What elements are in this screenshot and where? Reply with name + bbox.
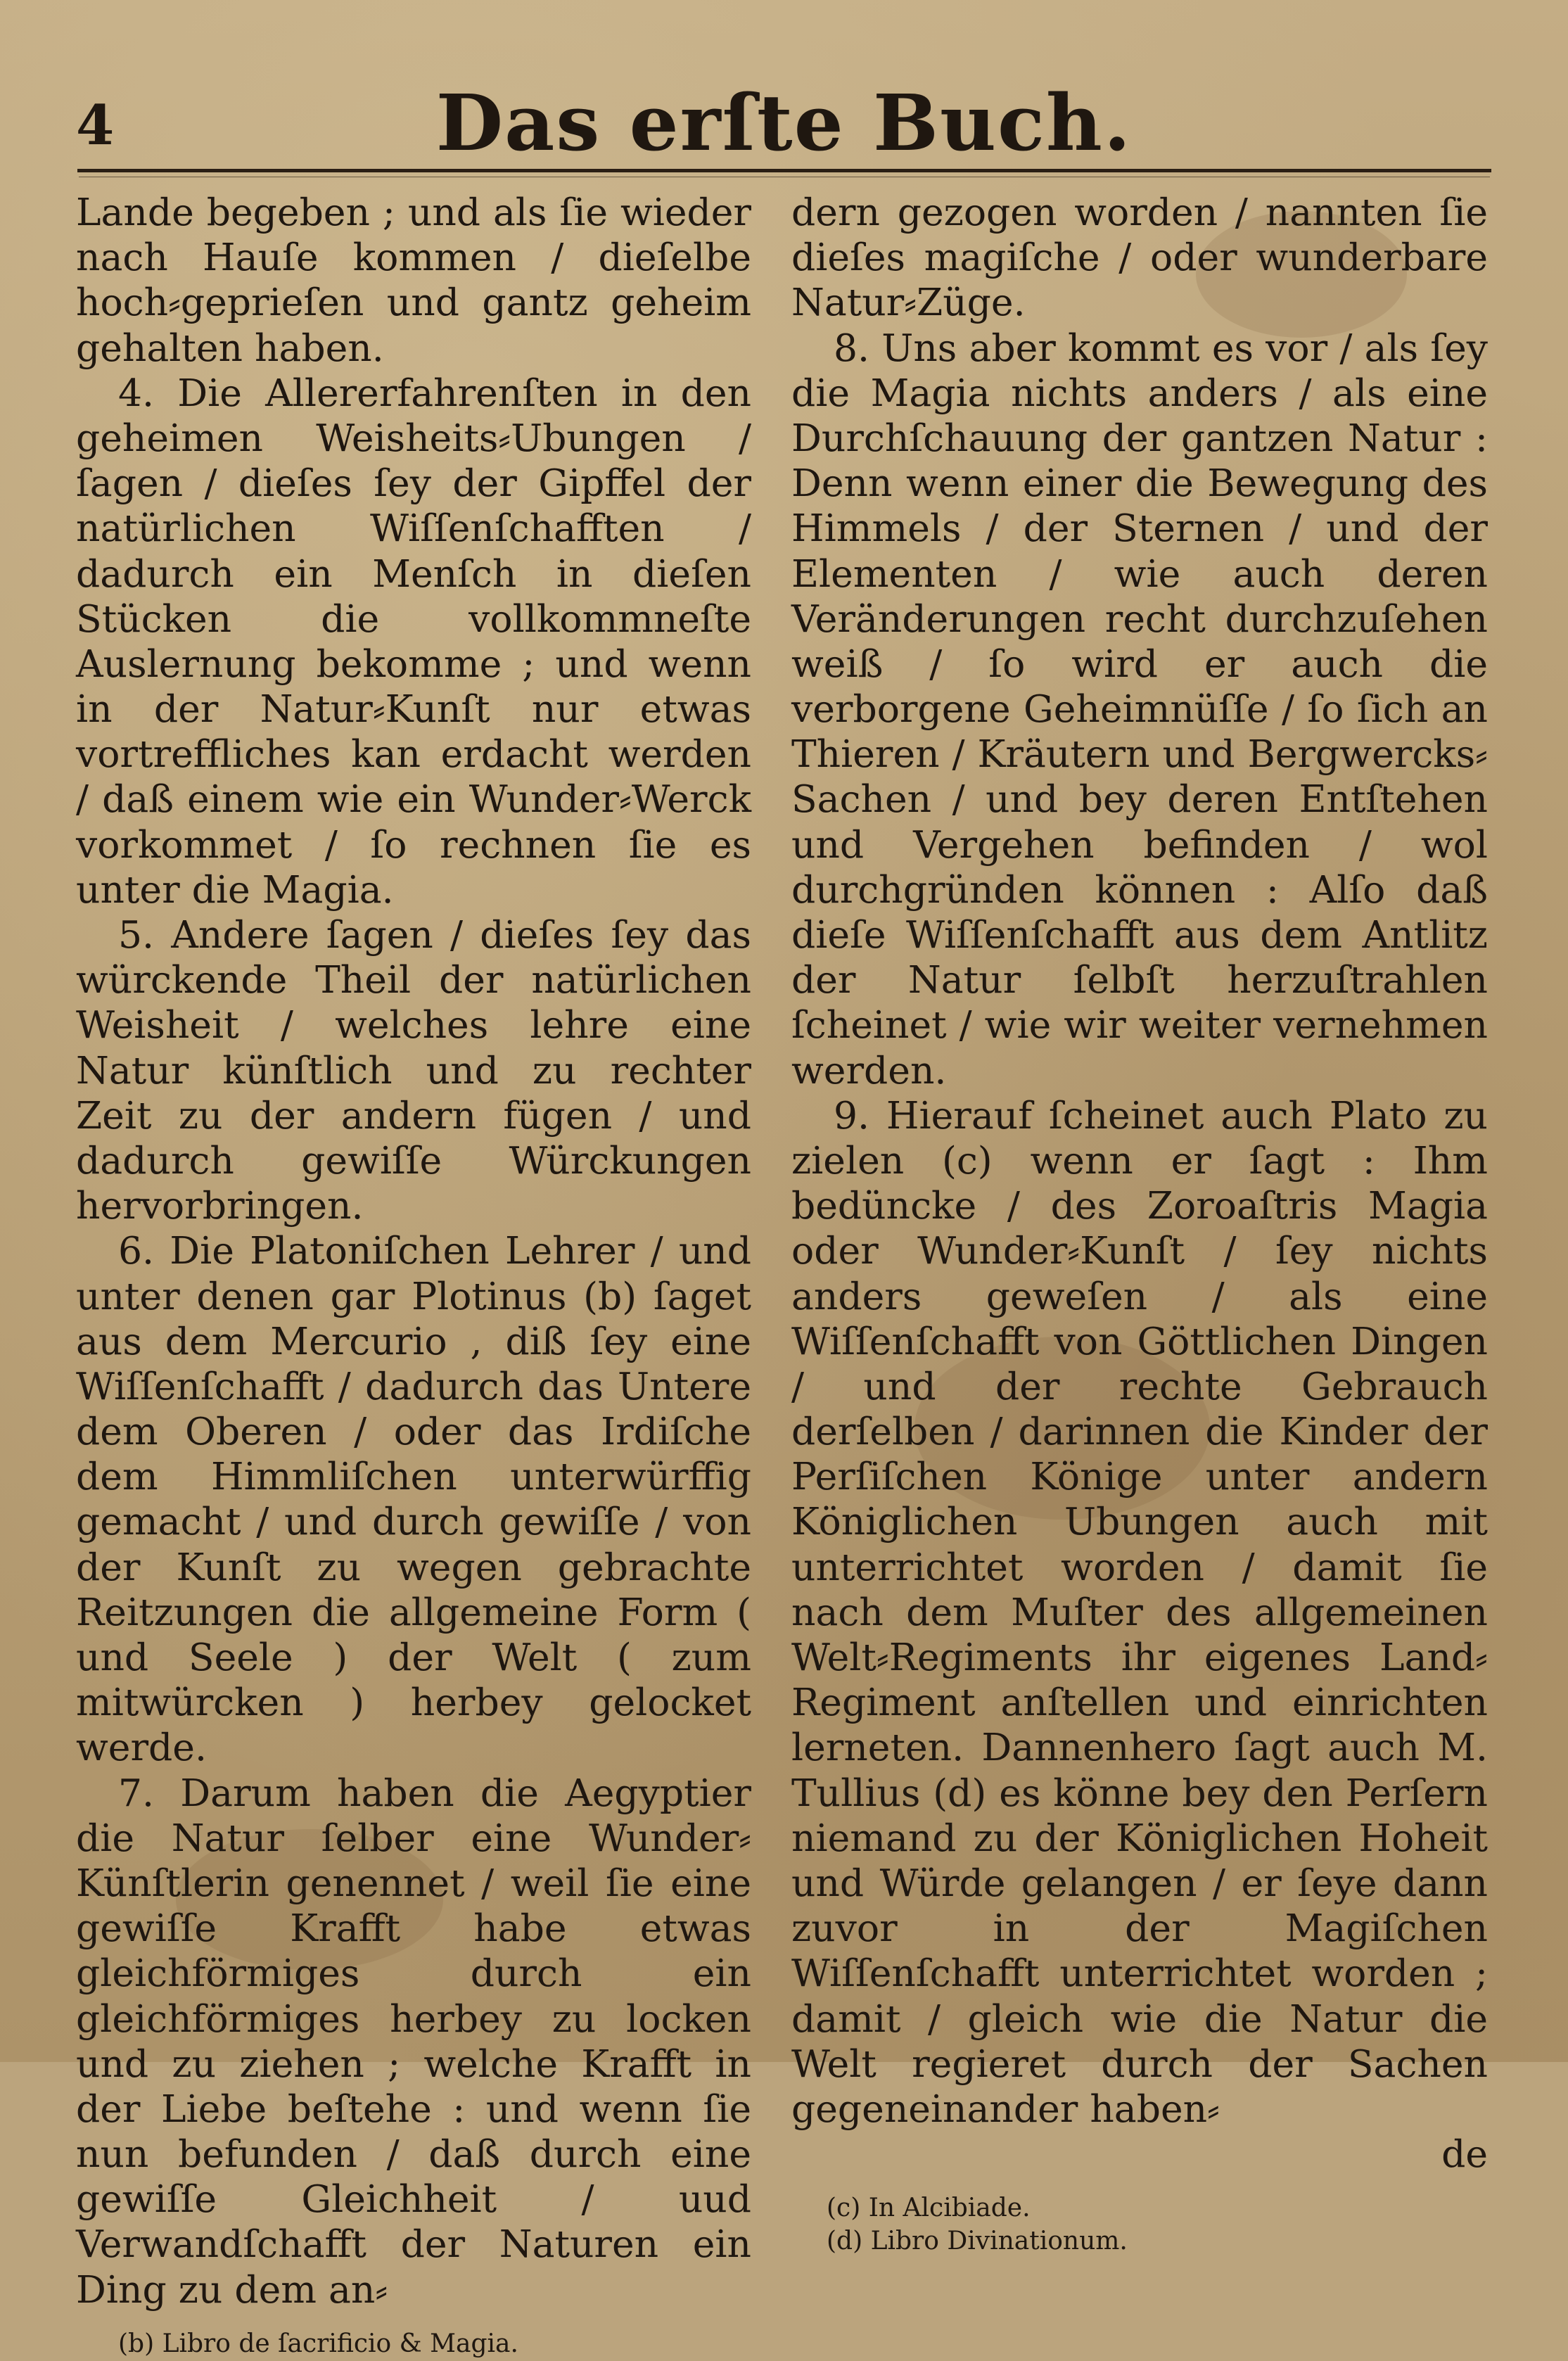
paragraph-7: 7. Darum haben die Aegyptier die Natur ſelber eine Wunder⸗Künſtlerin genennet / weil ſie eine gewiſſe Krafft habe etwas gleichförmiges durch ein gleichförmiges herbey zu locken und zu ziehen ; welche Krafft in der Liebe beſtehe : und wenn ſie nun befunden / daß durch eine gewiſſe Gleichheit / uud Verwandſchafft der Naturen ein Ding zu dem an⸗ <box>76 1770 751 2312</box>
paragraph-4: 4. Die Allererfahrenſten in den geheimen Weisheits⸗Ubungen / ſagen / dieſes ſey der Gipffel der natürlichen Wiſſenſchafften / dadurch ein Menſch in dieſen Stücken die vollkommneſte Auslernung bekomme ; und wenn in der Natur⸗Kunſt nur etwas vortreffliches kan erdacht werden / daß einem wie ein Wunder⸗Werck vorkommet / ſo rechnen ſie es unter die Magia. <box>76 370 751 912</box>
catchword: de <box>1441 2132 1488 2177</box>
running-title: Das erſte Buch. <box>435 77 1133 168</box>
paragraph-6: 6. Die Platoniſchen Lehrer / und unter denen gar Plotinus (b) ſaget aus dem Mercurio , diß ſey eine Wiſſenſchafft / dadurch das Untere dem Oberen / oder das Irdiſche dem Himmliſchen unterwürffig gemacht / und durch gewiſſe / von der Kunſt zu wegen gebrachte Reitzungen die allgemeine Form ( und Seele ) der Welt ( zum mitwürcken ) herbey gelocket werde. <box>76 1228 751 1770</box>
paragraph-8: 8. Uns aber kommt es vor / als ſey die Magia nichts anders / als eine Durchſchauung der gantzen Natur : Denn wenn einer die Bewegung des Himmels / der Sternen / und der Elementen / wie auch deren Veränderungen recht durchzuſehen weiß / ſo wird er auch die verborgene Geheimnüſſe / ſo ſich an Thieren / Kräutern und Bergwercks⸗Sachen / und bey deren Entſtehen und Vergehen befinden / wol durchgründen können : Alſo daß dieſe Wiſſenſchafft aus dem Antlitz der Natur ſelbſt herzuſtrahlen ſcheinet / wie wir weiter vernehmen werden. <box>791 325 1488 1093</box>
header-rule <box>77 169 1491 172</box>
left-column <box>76 190 751 2358</box>
continuation-text: Lande begeben ; und als ſie wieder nach Hauſe kommen / dieſelbe hoch⸗geprieſen und gantz geheim gehalten haben. <box>76 190 751 370</box>
footnote-d: (d) Libro Divinationum. <box>827 2227 1128 2256</box>
paragraph-9: 9. Hierauf ſcheinet auch Plato zu zielen (c) wenn er ſagt : Ihm bedüncke / des Zoroaſtris Magia oder Wunder⸗Kunſt / ſey nichts anders geweſen / als eine Wiſſenſchafft von Göttlichen Dingen / und der rechte Gebrauch derſelben / darinnen die Kinder der Perſiſchen Könige unter andern Königlichen Ubungen auch mit unterrichtet worden / damit ſie nach dem Muſter des allgemeinen Welt⸗Regiments ihr eigenes Land⸗Regiment anſtellen und einrichten lerneten. Dannenhero ſagt auch M. Tullius (d) es könne bey den Perſern niemand zu der Königlichen Hoheit und Würde gelangen / er ſeye dann zuvor in der Magiſchen Wiſſenſchafft unterrichtet worden ; damit / gleich wie die Natur die Welt regieret durch der Sachen gegeneinander haben⸗ <box>791 1093 1488 2131</box>
footnote-b: (b) Libro de ſacrificio & Magia. <box>118 2329 518 2358</box>
continuation-text: dern gezogen worden / nannten ſie dieſes magiſche / oder wunderbare Natur⸗Züge. <box>791 190 1488 325</box>
paragraph-5: 5. Andere ſagen / dieſes ſey das würckende Theil der natürlichen Weisheit / welches lehre eine Natur künſtlich und zu rechter Zeit zu der andern fügen / und dadurch gewiſſe Würckungen hervorbringen. <box>76 912 751 1228</box>
right-column <box>791 190 1488 2256</box>
footnote-c: (c) In Alcibiade. <box>827 2194 1031 2223</box>
page-number: 4 <box>76 94 115 158</box>
